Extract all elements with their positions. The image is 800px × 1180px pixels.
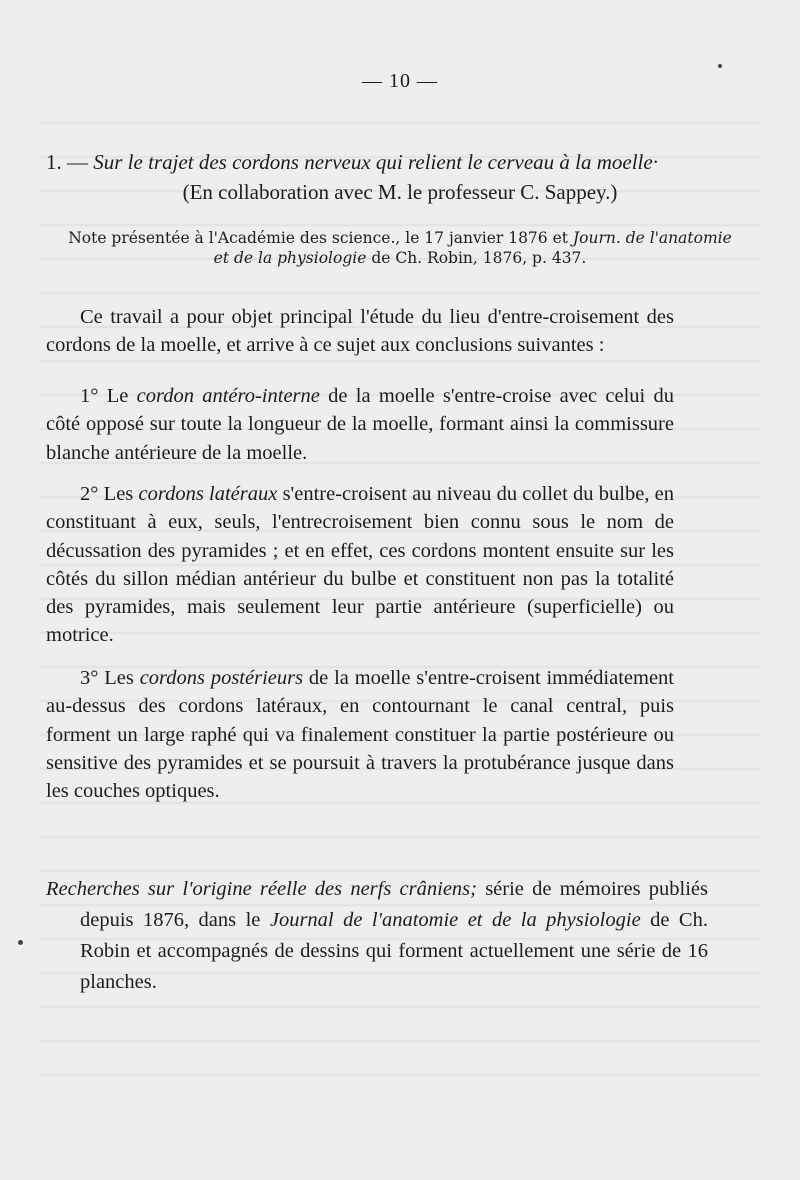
intro-paragraph: Ce travail a pour objet principal l'étude du lieu d'entre-croisement des cordons de la moelle, et arrive à ce sujet aux conclusions suivantes : (46, 306, 674, 357)
conclusion-3-lead: 3° Les (80, 667, 140, 689)
conclusion-2-term: cordons latéraux (138, 483, 278, 505)
conclusion-1 (46, 382, 674, 467)
publication-note (60, 228, 740, 268)
note-text-2: de Ch. Robin, 1876, p. 437. (366, 249, 587, 267)
ink-speck (718, 64, 722, 68)
conclusion-2-text: s'entre-croisent au niveau du collet du bulbe, en constituant à eux, seuls, l'entrecroisement bien connu sous le nom de décussation des pyramides ; et en effet, ces cordons montent ensuite sur les côtés du sillon médian antérieur du bulbe et constituent non pas la totalité des pyramides, mais seulement leur partie antérieure (superficielle) ou motrice. (46, 483, 675, 647)
section-number: 1. — (46, 150, 88, 174)
section-title: Sur le trajet des cordons nerveux qui relient le cerveau à la moelle· (93, 150, 658, 174)
research-entry (46, 874, 708, 998)
note-text-1: Note présentée à l'Académie des science., le 17 janvier 1876 et (68, 229, 573, 247)
research-journal: Journal de l'anatomie et de la physiologie (269, 909, 641, 931)
note-journal: Journ. de l'anatomie et de la physiologie (213, 229, 732, 267)
research-text-2: de Ch. Robin et accompagnés de dessins qui forment actuellement une série de 16 planches. (80, 909, 708, 993)
conclusion-1-text: de la moelle s'entre-croise avec celui du côté opposé sur toute la longueur de la moelle, formant ainsi la commissure blanche antérieure de la moelle. (46, 385, 674, 464)
research-title: Recherches sur l'origine réelle des nerfs crâniens; (46, 878, 477, 900)
conclusion-1-term: cordon antéro-interne (136, 385, 320, 407)
research-text-1: série de mémoires publiés depuis 1876, dans le (80, 878, 708, 931)
conclusion-2-lead: 2° Les (80, 483, 139, 505)
ink-speck (18, 940, 23, 945)
page-number: — 10 — (362, 70, 438, 92)
collaboration-line: (En collaboration avec M. le professeur C. Sappey.) (182, 180, 618, 204)
conclusion-3 (46, 664, 674, 805)
conclusion-3-text: de la moelle s'entre-croisent immédiatement au-dessus des cordons latéraux, en contournant le canal central, puis forment un large raphé qui va finalement constituer la partie postérieure ou sensitive des pyramides et se poursuit à travers la protubérance jusque dans les couches optiques. (46, 667, 675, 803)
conclusion-1-lead: 1° Le (80, 385, 137, 407)
conclusion-2 (46, 480, 674, 650)
conclusion-3-term: cordons postérieurs (139, 667, 304, 689)
section-heading (46, 148, 746, 176)
